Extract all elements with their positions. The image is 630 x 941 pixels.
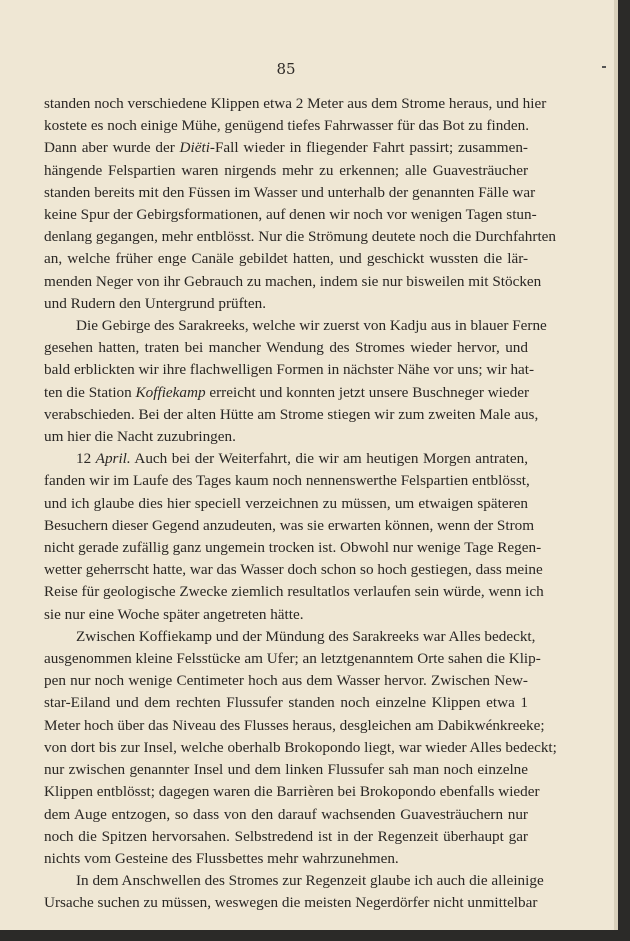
text-line (44, 137, 528, 159)
text-line: gesehen hatten, traten bei mancher Wendung des Stromes wieder hervor, und (44, 339, 528, 357)
text-line: ausgenommen kleine Felsstücke am Ufer; an letztgenanntem Orte sahen die Klip- (44, 650, 541, 668)
text-segment: -Fall wieder in fliegender Fahrt passirt; zusammen- (209, 139, 528, 157)
emphasized-text: Koffiekamp (135, 383, 206, 401)
text-line: standen noch verschiedene Klippen etwa 2 Meter aus dem Strome heraus, und hier (44, 95, 547, 112)
text-line: Meter hoch über das Niveau des Flusses heraus, desgleichen am Dabikwénkreeke; (44, 716, 545, 734)
text-line (44, 382, 528, 404)
text-line: In dem Anschwellen des Stromes zur Regenzeit glaube ich auch die alleinige (76, 872, 544, 890)
text-line (44, 448, 528, 470)
text-line: nur zwischen genannter Insel und dem linken Flussufer sah man noch einzelne (44, 761, 528, 779)
text-line: bald erblickten wir ihre flachwelligen Formen in nächster Nähe vor uns; wir hat- (44, 361, 535, 379)
text-line: standen bereits mit den Füssen im Wasser und unterhalb der genannten Fälle war (44, 183, 536, 201)
text-line: und Rudern den Untergrund prüften. (44, 294, 266, 312)
text-line: menden Neger von ihr Gebrauch zu machen, indem sie nur bisweilen mit Stöcken (44, 272, 542, 290)
text-line: Reise für geologische Zwecke ziemlich resultatlos verlaufen sein würde, wenn ich (44, 583, 544, 601)
text-line: Besuchern dieser Gegend anzudeuten, was sie erwarten können, wenn der Strom (44, 516, 535, 534)
text-line: fanden wir im Laufe des Tages kaum noch nennenswerthe Felspartien entblösst, (44, 472, 530, 490)
text-line: hängende Felspartien waren nirgends mehr zu erkennen; alle Guavesträucher (44, 161, 528, 179)
text-line: dem Auge entzogen, so dass von den darauf wachsenden Guavesträuchern nur (44, 805, 528, 823)
text-line: wetter geherrscht hatte, war das Wasser doch schon so hoch gestiegen, dass meine (44, 561, 543, 579)
text-line: Ursache suchen zu müssen, weswegen die meisten Negerdörfer nicht unmittelbar (44, 894, 538, 912)
text-line: um hier die Nacht zuzubringen. (44, 428, 236, 446)
text-line: nicht gerade zufällig ganz ungemein trocken ist. Obwohl nur wenige Tage Regen- (44, 539, 542, 557)
text-line: von dort bis zur Insel, welche oberhalb Brokopondo liegt, war wieder Alles bedeckt; (44, 738, 557, 756)
text-line: keine Spur der Gebirgsformationen, auf denen wir noch vor wenigen Tagen stun- (44, 206, 537, 224)
body-text (44, 93, 557, 915)
text-line: nichts vom Gesteine des Flussbettes mehr wahrzunehmen. (44, 849, 399, 867)
text-segment: ten die Station (44, 383, 136, 401)
text-line: Klippen entblösst; dagegen waren die Barrièren bei Brokopondo ebenfalls wieder (44, 783, 540, 801)
emphasized-text: Diëti (179, 139, 210, 157)
margin-mark (602, 66, 606, 68)
text-line: kostete es noch einige Mühe, genügend tiefes Fahrwasser für das Bot zu finden. (44, 117, 530, 135)
text-segment: erreicht und konnten jetzt unsere Buschneger wieder (205, 383, 530, 401)
text-line: pen nur noch wenige Centimeter hoch aus dem Wasser hervor. Zwischen New- (44, 672, 528, 690)
page-edge (614, 0, 618, 930)
text-line: star-Eiland und dem rechten Flussufer standen noch einzelne Klippen etwa 1 (44, 694, 528, 712)
text-line: an, welche früher enge Canäle gebildet hatten, und geschickt wussten die lär- (44, 250, 528, 268)
text-line: sie nur eine Woche später angetreten hätte. (44, 605, 304, 623)
text-line: noch die Spitzen hervorsahen. Selbstredend ist in der Regenzeit überhaupt gar (44, 827, 528, 845)
text-line: und ich glaube dies hier speciell verzeichnen zu müssen, um etwaigen späteren (44, 494, 528, 512)
text-line: Die Gebirge des Sarakreeks, welche wir zuerst von Kadju aus in blauer Ferne (76, 317, 547, 335)
text-segment: Auch bei der Weiterfahrt, die wir am heutigen Morgen antraten, (130, 450, 528, 468)
text-line: denlang gegangen, mehr entblösst. Nur die Strömung deutete noch die Durchfahrten (44, 228, 557, 246)
text-segment: 12 (76, 450, 96, 468)
emphasized-text: April. (95, 450, 131, 468)
page-number: 85 (276, 60, 296, 78)
text-segment: Dann aber wurde der (44, 139, 180, 157)
text-line: verabschieden. Bei der alten Hütte am Strome stiegen wir zum zweiten Male aus, (44, 405, 539, 423)
text-line: Zwischen Koffiekamp und der Mündung des Sarakreeks war Alles bedeckt, (76, 627, 536, 645)
